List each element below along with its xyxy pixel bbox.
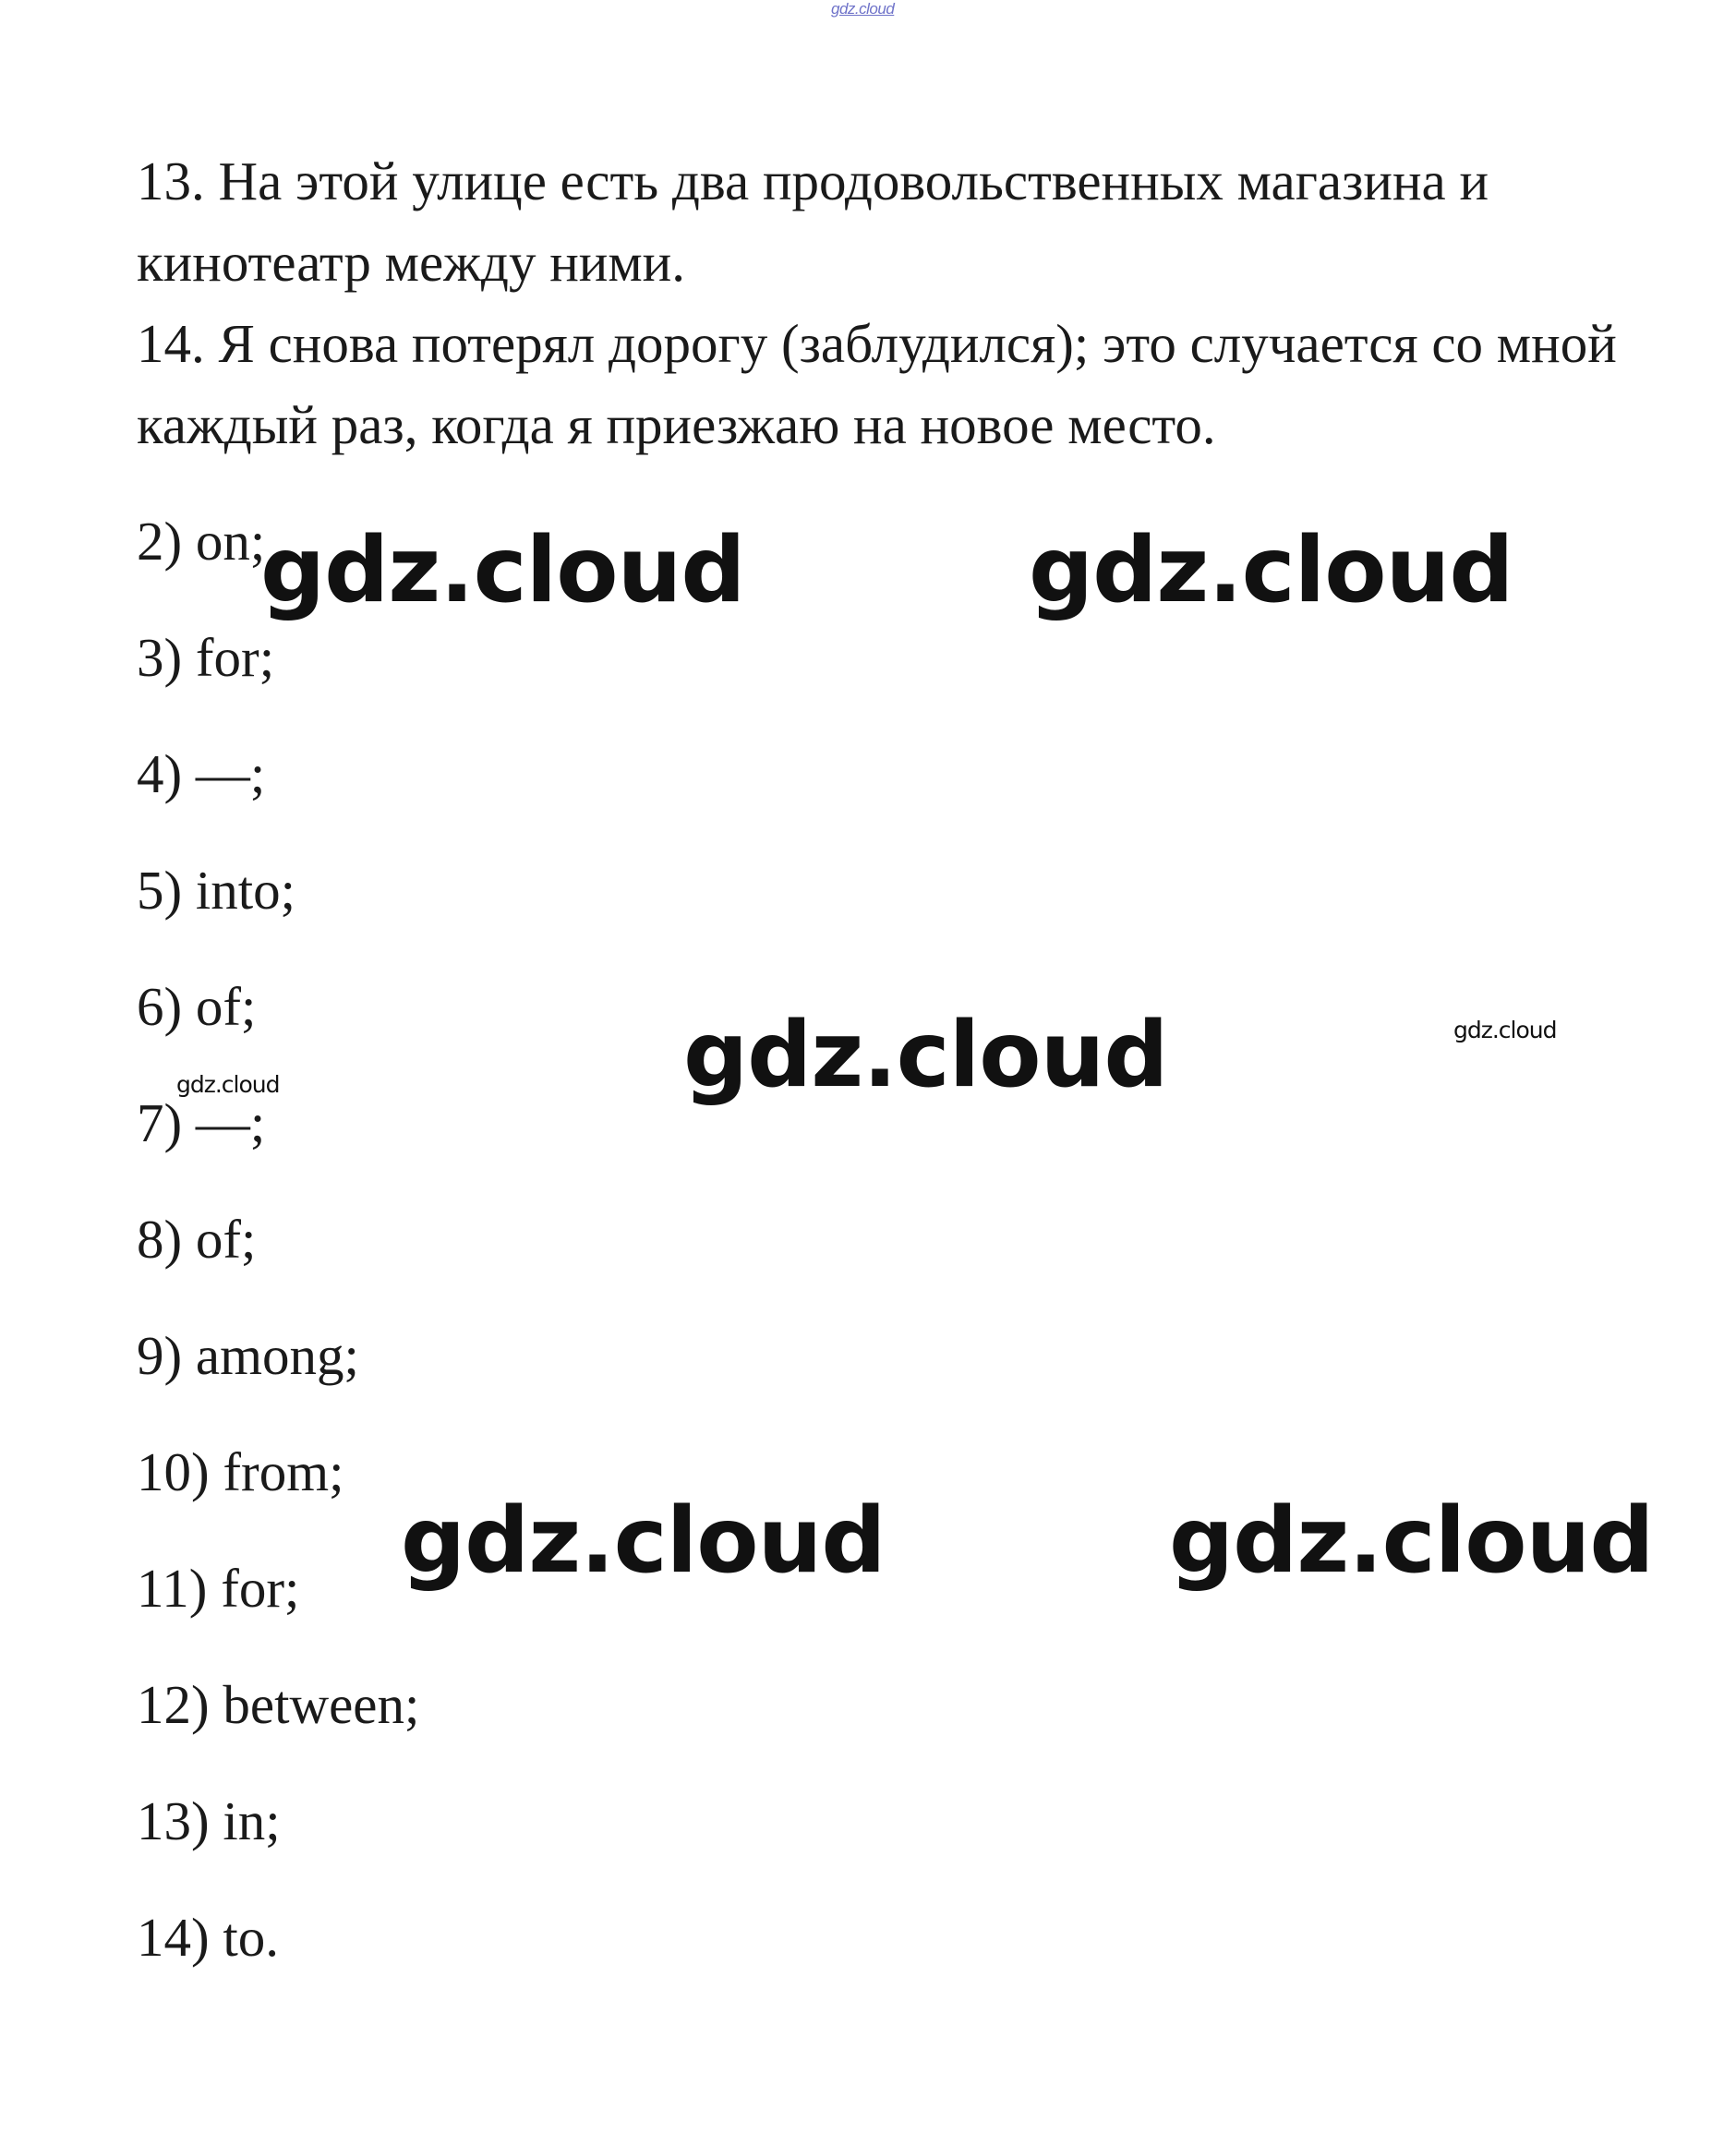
answer-item: 14) to. (137, 1907, 280, 1968)
answer-list (137, 510, 419, 2022)
watermark-large: gdz.cloud (260, 518, 745, 623)
answer-item: 6) of; (137, 976, 257, 1037)
translation-item-13: 13. На этой улице есть два продовольственных магазина и кинотеатр между ними. (137, 151, 1489, 293)
answer-item: 7) —; (137, 1092, 266, 1153)
answer-item: 9) among; (137, 1325, 359, 1386)
answer-item: 5) into; (137, 860, 296, 921)
answer-item: 10) from; (137, 1441, 344, 1502)
answer-item: 4) —; (137, 743, 266, 804)
site-watermark-top: gdz.cloud (831, 0, 895, 18)
watermark-large: gdz.cloud (683, 1003, 1168, 1108)
watermark-large: gdz.cloud (401, 1488, 886, 1594)
answer-item: 3) for; (137, 627, 275, 688)
watermark-large: gdz.cloud (1029, 518, 1513, 623)
translation-item-14: 14. Я снова потерял дорогу (заблудился); это случается со мной каждый раз, когда я приезжаю на новое место. (137, 313, 1617, 455)
answer-item: 2) on; (137, 511, 266, 572)
watermark-small: gdz.cloud (1453, 1017, 1557, 1043)
watermark-large: gdz.cloud (1169, 1488, 1654, 1594)
answer-item: 13) in; (137, 1790, 281, 1851)
answer-item: 12) between; (137, 1674, 420, 1735)
watermark-small: gdz.cloud (176, 1071, 280, 1098)
answer-item: 8) of; (137, 1209, 257, 1270)
answer-item: 11) for; (137, 1558, 300, 1619)
